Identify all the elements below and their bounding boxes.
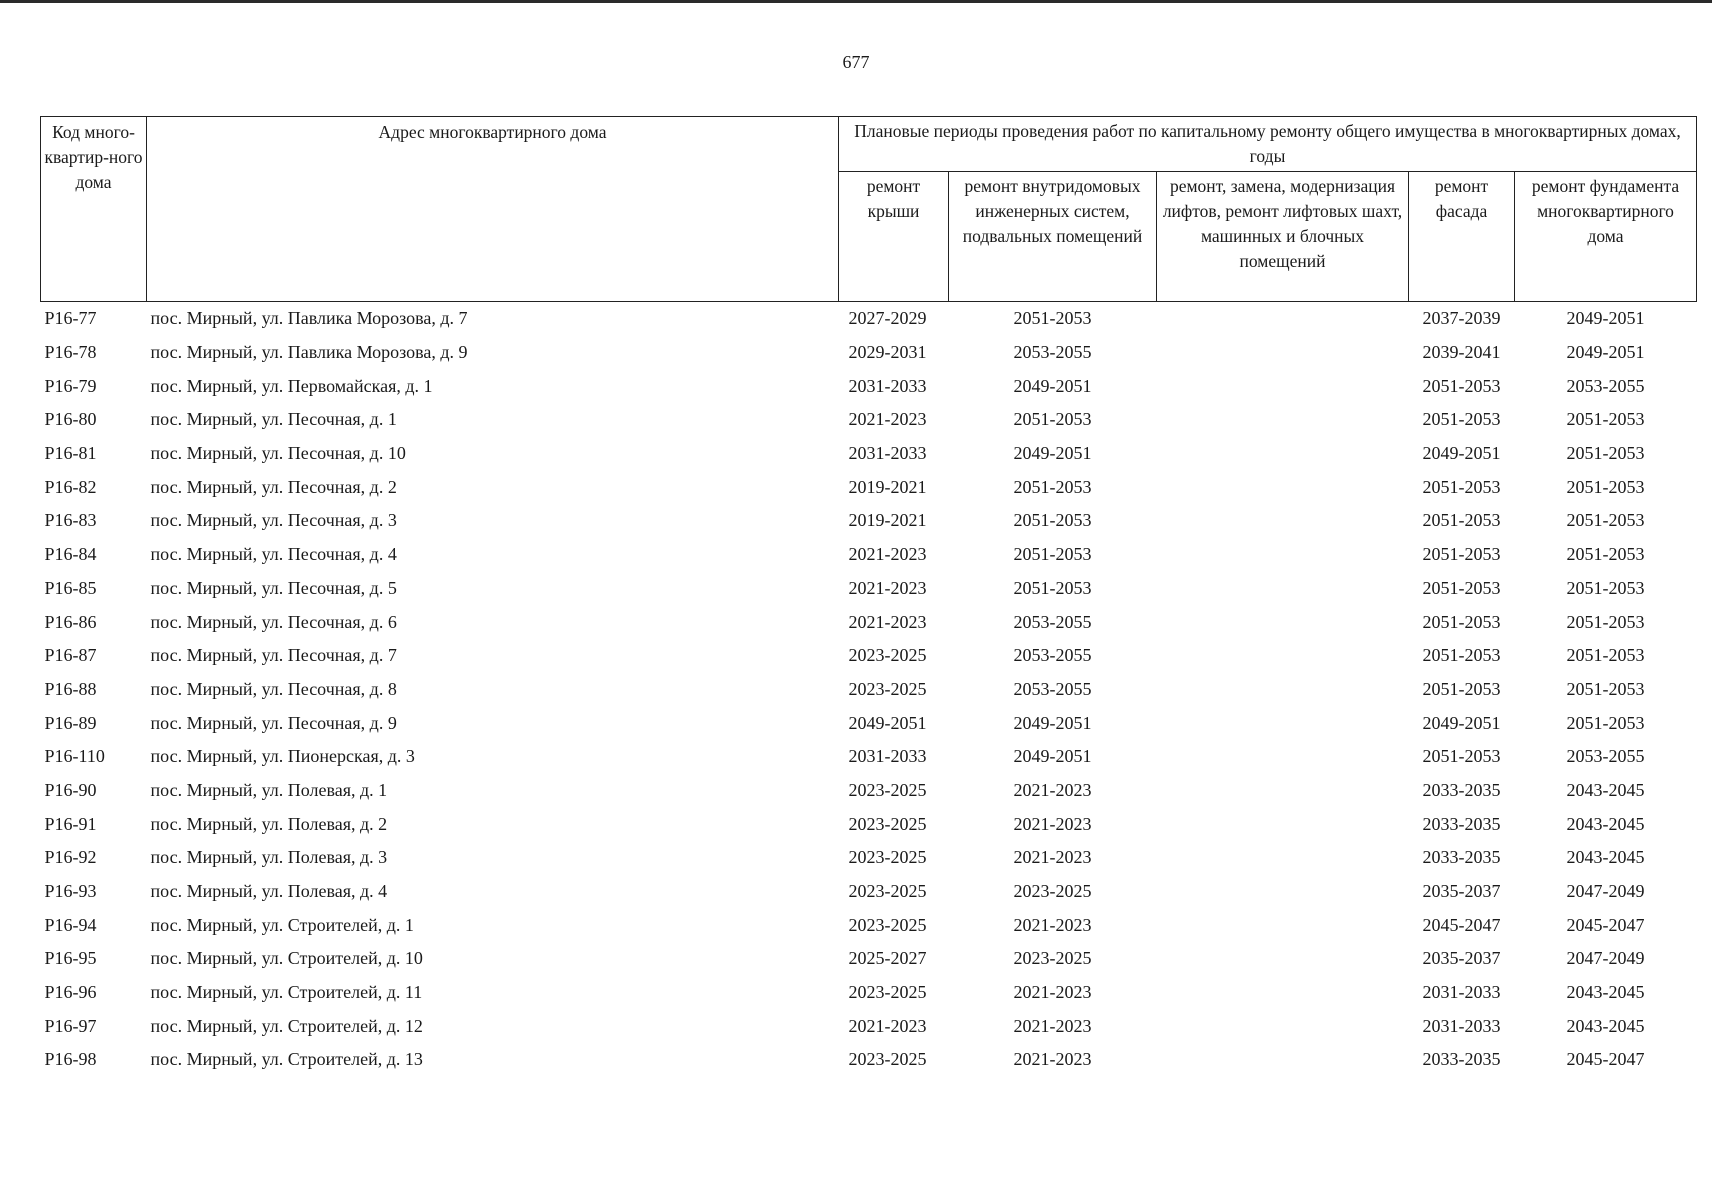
cell-address: пос. Мирный, ул. Песочная, д. 4	[150, 544, 397, 565]
cell-roof: 2023-2025	[848, 779, 927, 800]
header-facade: ремонт фасада	[1409, 172, 1515, 302]
cell-roof: 2021-2023	[848, 577, 927, 598]
cell-address: пос. Мирный, ул. Песочная, д. 5	[150, 577, 397, 598]
cell-roof: 2031-2033	[848, 443, 927, 464]
cell-code: P16-97	[44, 1015, 97, 1036]
cell-roof: 2049-2051	[848, 712, 927, 733]
cell-facade: 2045-2047	[1422, 914, 1501, 935]
cell-foundation: 2051-2053	[1566, 577, 1645, 598]
cell-facade: 2051-2053	[1422, 611, 1501, 632]
cell-code: P16-96	[44, 982, 97, 1003]
cell-elevators	[1157, 302, 1409, 336]
table-row	[41, 302, 1697, 336]
cell-foundation: 2053-2055	[1566, 746, 1645, 767]
cell-roof: 2023-2025	[848, 813, 927, 834]
table-row	[41, 470, 1697, 504]
cell-code: P16-77	[44, 308, 97, 329]
table-body	[41, 302, 1697, 1077]
table-row	[41, 908, 1697, 942]
cell-code: P16-78	[44, 342, 97, 363]
cell-foundation: 2049-2051	[1566, 342, 1645, 363]
cell-roof: 2023-2025	[848, 678, 927, 699]
cell-foundation: 2053-2055	[1566, 375, 1645, 396]
cell-facade: 2051-2053	[1422, 746, 1501, 767]
cell-elevators	[1157, 875, 1409, 909]
table-row	[41, 538, 1697, 572]
cell-roof: 2023-2025	[848, 914, 927, 935]
cell-code: P16-89	[44, 712, 97, 733]
cell-engineering: 2051-2053	[1013, 510, 1092, 531]
table-row	[41, 336, 1697, 370]
cell-facade: 2033-2035	[1422, 1049, 1501, 1070]
cell-facade: 2033-2035	[1422, 813, 1501, 834]
cell-engineering: 2051-2053	[1013, 577, 1092, 598]
table-row	[41, 875, 1697, 909]
table-header	[41, 117, 1697, 302]
cell-foundation: 2047-2049	[1566, 881, 1645, 902]
cell-elevators	[1157, 774, 1409, 808]
cell-engineering: 2051-2053	[1013, 409, 1092, 430]
cell-engineering: 2021-2023	[1013, 779, 1092, 800]
cell-code: P16-79	[44, 375, 97, 396]
cell-elevators	[1157, 740, 1409, 774]
cell-elevators	[1157, 1009, 1409, 1043]
table-row	[41, 976, 1697, 1010]
cell-foundation: 2051-2053	[1566, 611, 1645, 632]
cell-elevators	[1157, 976, 1409, 1010]
cell-address: пос. Мирный, ул. Строителей, д. 1	[150, 914, 414, 935]
cell-engineering: 2021-2023	[1013, 1015, 1092, 1036]
cell-roof: 2023-2025	[848, 847, 927, 868]
cell-facade: 2033-2035	[1422, 779, 1501, 800]
cell-elevators	[1157, 1043, 1409, 1077]
cell-code: P16-94	[44, 914, 97, 935]
cell-code: P16-87	[44, 645, 97, 666]
table-row	[41, 807, 1697, 841]
cell-facade: 2031-2033	[1422, 1015, 1501, 1036]
cell-elevators	[1157, 538, 1409, 572]
cell-elevators	[1157, 605, 1409, 639]
cell-engineering: 2049-2051	[1013, 746, 1092, 767]
table-row	[41, 403, 1697, 437]
cell-code: P16-85	[44, 577, 97, 598]
cell-engineering: 2053-2055	[1013, 678, 1092, 699]
cell-address: пос. Мирный, ул. Павлика Морозова, д. 9	[150, 342, 468, 363]
cell-roof: 2029-2031	[848, 342, 927, 363]
cell-engineering: 2021-2023	[1013, 1049, 1092, 1070]
cell-facade: 2051-2053	[1422, 409, 1501, 430]
cell-facade: 2051-2053	[1422, 678, 1501, 699]
cell-elevators	[1157, 336, 1409, 370]
cell-code: P16-84	[44, 544, 97, 565]
cell-elevators	[1157, 437, 1409, 471]
cell-code: P16-90	[44, 779, 97, 800]
cell-code: P16-92	[44, 847, 97, 868]
cell-roof: 2019-2021	[848, 476, 927, 497]
cell-foundation: 2051-2053	[1566, 443, 1645, 464]
cell-foundation: 2049-2051	[1566, 308, 1645, 329]
cell-engineering: 2049-2051	[1013, 712, 1092, 733]
cell-address: пос. Мирный, ул. Полевая, д. 1	[150, 779, 388, 800]
cell-foundation: 2051-2053	[1566, 476, 1645, 497]
table-row	[41, 369, 1697, 403]
cell-address: пос. Мирный, ул. Первомайская, д. 1	[150, 375, 433, 396]
cell-engineering: 2051-2053	[1013, 476, 1092, 497]
header-engineering: ремонт внутридомовых инженерных систем, подвальных помещений	[949, 172, 1157, 302]
table-row	[41, 673, 1697, 707]
table-row	[41, 774, 1697, 808]
cell-foundation: 2047-2049	[1566, 948, 1645, 969]
cell-code: P16-88	[44, 678, 97, 699]
cell-elevators	[1157, 841, 1409, 875]
cell-roof: 2023-2025	[848, 645, 927, 666]
cell-address: пос. Мирный, ул. Полевая, д. 4	[150, 881, 388, 902]
cell-foundation: 2043-2045	[1566, 813, 1645, 834]
table-row	[41, 841, 1697, 875]
cell-roof: 2021-2023	[848, 544, 927, 565]
cell-elevators	[1157, 504, 1409, 538]
cell-roof: 2031-2033	[848, 375, 927, 396]
cell-elevators	[1157, 369, 1409, 403]
cell-roof: 2021-2023	[848, 1015, 927, 1036]
table-row	[41, 504, 1697, 538]
cell-roof: 2023-2025	[848, 982, 927, 1003]
header-foundation: ремонт фундамента многоквартирного дома	[1515, 172, 1697, 302]
cell-foundation: 2045-2047	[1566, 914, 1645, 935]
cell-address: пос. Мирный, ул. Песочная, д. 1	[150, 409, 397, 430]
cell-roof: 2025-2027	[848, 948, 927, 969]
cell-engineering: 2023-2025	[1013, 881, 1092, 902]
cell-foundation: 2051-2053	[1566, 645, 1645, 666]
cell-facade: 2033-2035	[1422, 847, 1501, 868]
cell-facade: 2051-2053	[1422, 476, 1501, 497]
cell-engineering: 2049-2051	[1013, 443, 1092, 464]
cell-code: P16-80	[44, 409, 97, 430]
cell-elevators	[1157, 942, 1409, 976]
cell-roof: 2021-2023	[848, 409, 927, 430]
cell-address: пос. Мирный, ул. Песочная, д. 7	[150, 645, 397, 666]
cell-engineering: 2053-2055	[1013, 342, 1092, 363]
cell-facade: 2035-2037	[1422, 948, 1501, 969]
cell-roof: 2023-2025	[848, 1049, 927, 1070]
cell-elevators	[1157, 639, 1409, 673]
cell-address: пос. Мирный, ул. Пионерская, д. 3	[150, 746, 415, 767]
cell-facade: 2051-2053	[1422, 375, 1501, 396]
table-row	[41, 605, 1697, 639]
cell-code: P16-86	[44, 611, 97, 632]
cell-facade: 2035-2037	[1422, 881, 1501, 902]
cell-engineering: 2051-2053	[1013, 544, 1092, 565]
cell-address: пос. Мирный, ул. Павлика Морозова, д. 7	[150, 308, 468, 329]
table-row	[41, 706, 1697, 740]
cell-address: пос. Мирный, ул. Песочная, д. 2	[150, 476, 397, 497]
cell-foundation: 2051-2053	[1566, 678, 1645, 699]
cell-facade: 2049-2051	[1422, 712, 1501, 733]
cell-address: пос. Мирный, ул. Строителей, д. 12	[150, 1015, 423, 1036]
cell-engineering: 2021-2023	[1013, 847, 1092, 868]
cell-elevators	[1157, 706, 1409, 740]
cell-facade: 2051-2053	[1422, 544, 1501, 565]
cell-engineering: 2021-2023	[1013, 982, 1092, 1003]
top-rule	[0, 0, 1712, 3]
table-row	[41, 1043, 1697, 1077]
cell-code: P16-83	[44, 510, 97, 531]
cell-address: пос. Мирный, ул. Песочная, д. 8	[150, 678, 397, 699]
cell-elevators	[1157, 403, 1409, 437]
header-address: Адрес многоквартирного дома	[147, 117, 839, 302]
cell-foundation: 2051-2053	[1566, 712, 1645, 733]
cell-engineering: 2053-2055	[1013, 645, 1092, 666]
repair-schedule-table	[40, 116, 1697, 1077]
cell-foundation: 2043-2045	[1566, 779, 1645, 800]
cell-foundation: 2043-2045	[1566, 1015, 1645, 1036]
cell-facade: 2039-2041	[1422, 342, 1501, 363]
cell-foundation: 2051-2053	[1566, 510, 1645, 531]
table-row	[41, 740, 1697, 774]
page-number: 677	[842, 52, 870, 72]
cell-code: P16-93	[44, 881, 97, 902]
cell-address: пос. Мирный, ул. Песочная, д. 3	[150, 510, 397, 531]
cell-foundation: 2043-2045	[1566, 847, 1645, 868]
cell-address: пос. Мирный, ул. Полевая, д. 2	[150, 813, 388, 834]
cell-roof: 2023-2025	[848, 881, 927, 902]
cell-code: P16-82	[44, 476, 97, 497]
cell-code: P16-98	[44, 1049, 97, 1070]
cell-foundation: 2051-2053	[1566, 544, 1645, 565]
cell-facade: 2051-2053	[1422, 577, 1501, 598]
cell-roof: 2031-2033	[848, 746, 927, 767]
cell-code: P16-91	[44, 813, 97, 834]
cell-engineering: 2021-2023	[1013, 813, 1092, 834]
cell-elevators	[1157, 807, 1409, 841]
cell-address: пос. Мирный, ул. Песочная, д. 10	[150, 443, 406, 464]
cell-code: P16-110	[44, 746, 105, 767]
cell-address: пос. Мирный, ул. Строителей, д. 13	[150, 1049, 423, 1070]
cell-address: пос. Мирный, ул. Песочная, д. 9	[150, 712, 397, 733]
header-periods-group: Плановые периоды проведения работ по капитальному ремонту общего имущества в многоквартирных домах, годы	[839, 117, 1697, 172]
cell-elevators	[1157, 908, 1409, 942]
cell-roof: 2019-2021	[848, 510, 927, 531]
cell-engineering: 2049-2051	[1013, 375, 1092, 396]
cell-facade: 2051-2053	[1422, 510, 1501, 531]
cell-elevators	[1157, 673, 1409, 707]
header-code: Код много-квартир-ного дома	[41, 117, 147, 302]
cell-engineering: 2053-2055	[1013, 611, 1092, 632]
cell-engineering: 2051-2053	[1013, 308, 1092, 329]
header-elevators: ремонт, замена, модернизация лифтов, ремонт лифтовых шахт, машинных и блочных помещений	[1157, 172, 1409, 302]
cell-address: пос. Мирный, ул. Полевая, д. 3	[150, 847, 388, 868]
cell-facade: 2051-2053	[1422, 645, 1501, 666]
cell-engineering: 2021-2023	[1013, 914, 1092, 935]
cell-roof: 2021-2023	[848, 611, 927, 632]
cell-code: P16-95	[44, 948, 97, 969]
cell-facade: 2031-2033	[1422, 982, 1501, 1003]
cell-elevators	[1157, 470, 1409, 504]
cell-roof: 2027-2029	[848, 308, 927, 329]
cell-engineering: 2023-2025	[1013, 948, 1092, 969]
cell-code: P16-81	[44, 443, 97, 464]
cell-foundation: 2045-2047	[1566, 1049, 1645, 1070]
table-row	[41, 1009, 1697, 1043]
cell-foundation: 2051-2053	[1566, 409, 1645, 430]
cell-address: пос. Мирный, ул. Песочная, д. 6	[150, 611, 397, 632]
cell-facade: 2037-2039	[1422, 308, 1501, 329]
cell-address: пос. Мирный, ул. Строителей, д. 10	[150, 948, 423, 969]
header-roof: ремонт крыши	[839, 172, 949, 302]
cell-facade: 2049-2051	[1422, 443, 1501, 464]
cell-elevators	[1157, 572, 1409, 606]
table-row	[41, 572, 1697, 606]
table-row	[41, 639, 1697, 673]
table-row	[41, 437, 1697, 471]
cell-foundation: 2043-2045	[1566, 982, 1645, 1003]
table-row	[41, 942, 1697, 976]
cell-address: пос. Мирный, ул. Строителей, д. 11	[150, 982, 423, 1003]
